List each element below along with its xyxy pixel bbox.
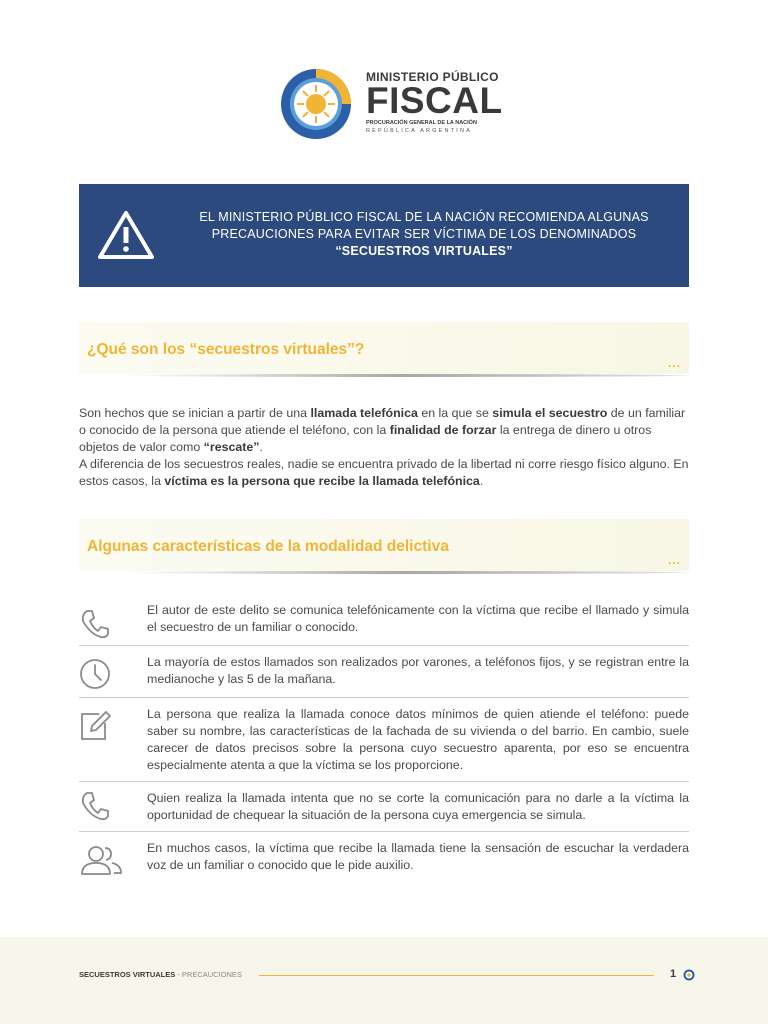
section1-title: ¿Qué son los “secuestros virtuales”?: [87, 341, 365, 358]
section2-dots: ...: [667, 553, 681, 567]
clock-icon: [79, 658, 111, 690]
section2-header: [79, 519, 689, 571]
logo-line4: REPÚBLICA ARGENTINA: [366, 128, 472, 134]
page-number: 1: [670, 968, 677, 980]
banner-line2: PRECAUCIONES PARA EVITAR SER VÍCTIMA DE LOS DENOMINADOS: [211, 227, 637, 241]
section1-dots: ...: [667, 356, 681, 370]
section1-body: [79, 405, 689, 490]
bold-phrase: simula el secuestro: [492, 406, 608, 420]
banner-line3: “SECUESTROS VIRTUALES”: [335, 244, 513, 258]
bold-phrase: “rescate”: [203, 440, 260, 454]
text-run: .: [479, 474, 484, 488]
section2-shadow: [119, 571, 689, 574]
footer-label-bold: SECUESTROS VIRTUALES: [79, 970, 176, 979]
bold-phrase: llamada telefónica: [310, 406, 418, 420]
divider: [79, 645, 689, 646]
users-icon: [79, 844, 123, 876]
text-run: A diferencia de los secuestros reales, nadie se encuentra privado de la libertad ni corre riesgo físico alguno. En estos casos, la: [79, 457, 689, 488]
bold-phrase: finalidad de forzar: [389, 423, 497, 437]
bold-phrase: víctima es la persona que recibe la llamada telefónica: [164, 474, 480, 488]
seal-icon: [280, 68, 352, 140]
warning-icon: [97, 210, 155, 260]
banner-line1: EL MINISTERIO PÚBLICO FISCAL DE LA NACIÓN RECOMIENDA ALGUNAS: [199, 210, 649, 224]
logo-line3: PROCURACIÓN GENERAL DE LA NACIÓN: [366, 120, 477, 126]
text-run: .: [259, 440, 263, 454]
divider: [79, 781, 689, 782]
phone-icon: [79, 790, 111, 822]
phone-icon: [79, 608, 111, 640]
section1-paragraph2: [79, 456, 689, 490]
footer-label-light: - PRECAUCIONES: [175, 970, 242, 979]
divider: [79, 697, 689, 698]
list-item-text: Quien realiza la llamada intenta que no se corte la comunicación para no darle a la víctima la oportunidad de chequear la situación de la persona cuya emergencia se simula.: [147, 791, 689, 822]
footer-label: [79, 970, 242, 979]
section1-shadow: [119, 374, 689, 377]
list-item-text: La persona que realiza la llamada conoce datos mínimos de quien atiende el teléfono: puede saber su nombre, las características de la fachada de su vivienda o del barrio. En cambio, suele carecer de datos precisos sobre la persona cuyo secuestro aparenta, por eso se encuentra especialmente atenta a que la víctima se los proporcione.: [147, 707, 689, 772]
text-run: de un familiar o conocido de la persona que atiende el teléfono, con la: [79, 406, 686, 437]
banner-text: [174, 209, 674, 260]
divider: [79, 831, 689, 832]
text-run: la entrega de dinero u otros objetos de valor como: [79, 423, 652, 454]
seal-icon: [683, 969, 695, 981]
section1-paragraph1: [79, 405, 689, 456]
list-item-text: En muchos casos, la víctima que recibe la llamada tiene la sensación de escuchar la verdadera voz de un familiar o conocido que le pide auxilio.: [147, 841, 689, 872]
text-run: Son hechos que se inician a partir de una: [79, 406, 311, 420]
edit-icon: [79, 710, 111, 742]
list-item-text: El autor de este delito se comunica telefónicamente con la víctima que recibe el llamado y simula el secuestro de un familiar o conocido.: [147, 603, 689, 634]
warning-banner: [79, 184, 689, 287]
footer-rule: [259, 975, 654, 976]
list-item-text: La mayoría de estos llamados son realizados por varones, a teléfonos fijos, y se registran entre la medianoche y las 5 de la mañana.: [147, 655, 689, 686]
logo-line1: MINISTERIO PÚBLICO: [366, 70, 499, 84]
page-footer: [0, 937, 768, 1024]
logo-line2: FISCAL: [366, 80, 503, 121]
section2-title: Algunas características de la modalidad delictiva: [87, 538, 449, 555]
text-run: en la que se: [417, 406, 493, 420]
logo: [280, 68, 503, 138]
section1-header: [79, 322, 689, 374]
